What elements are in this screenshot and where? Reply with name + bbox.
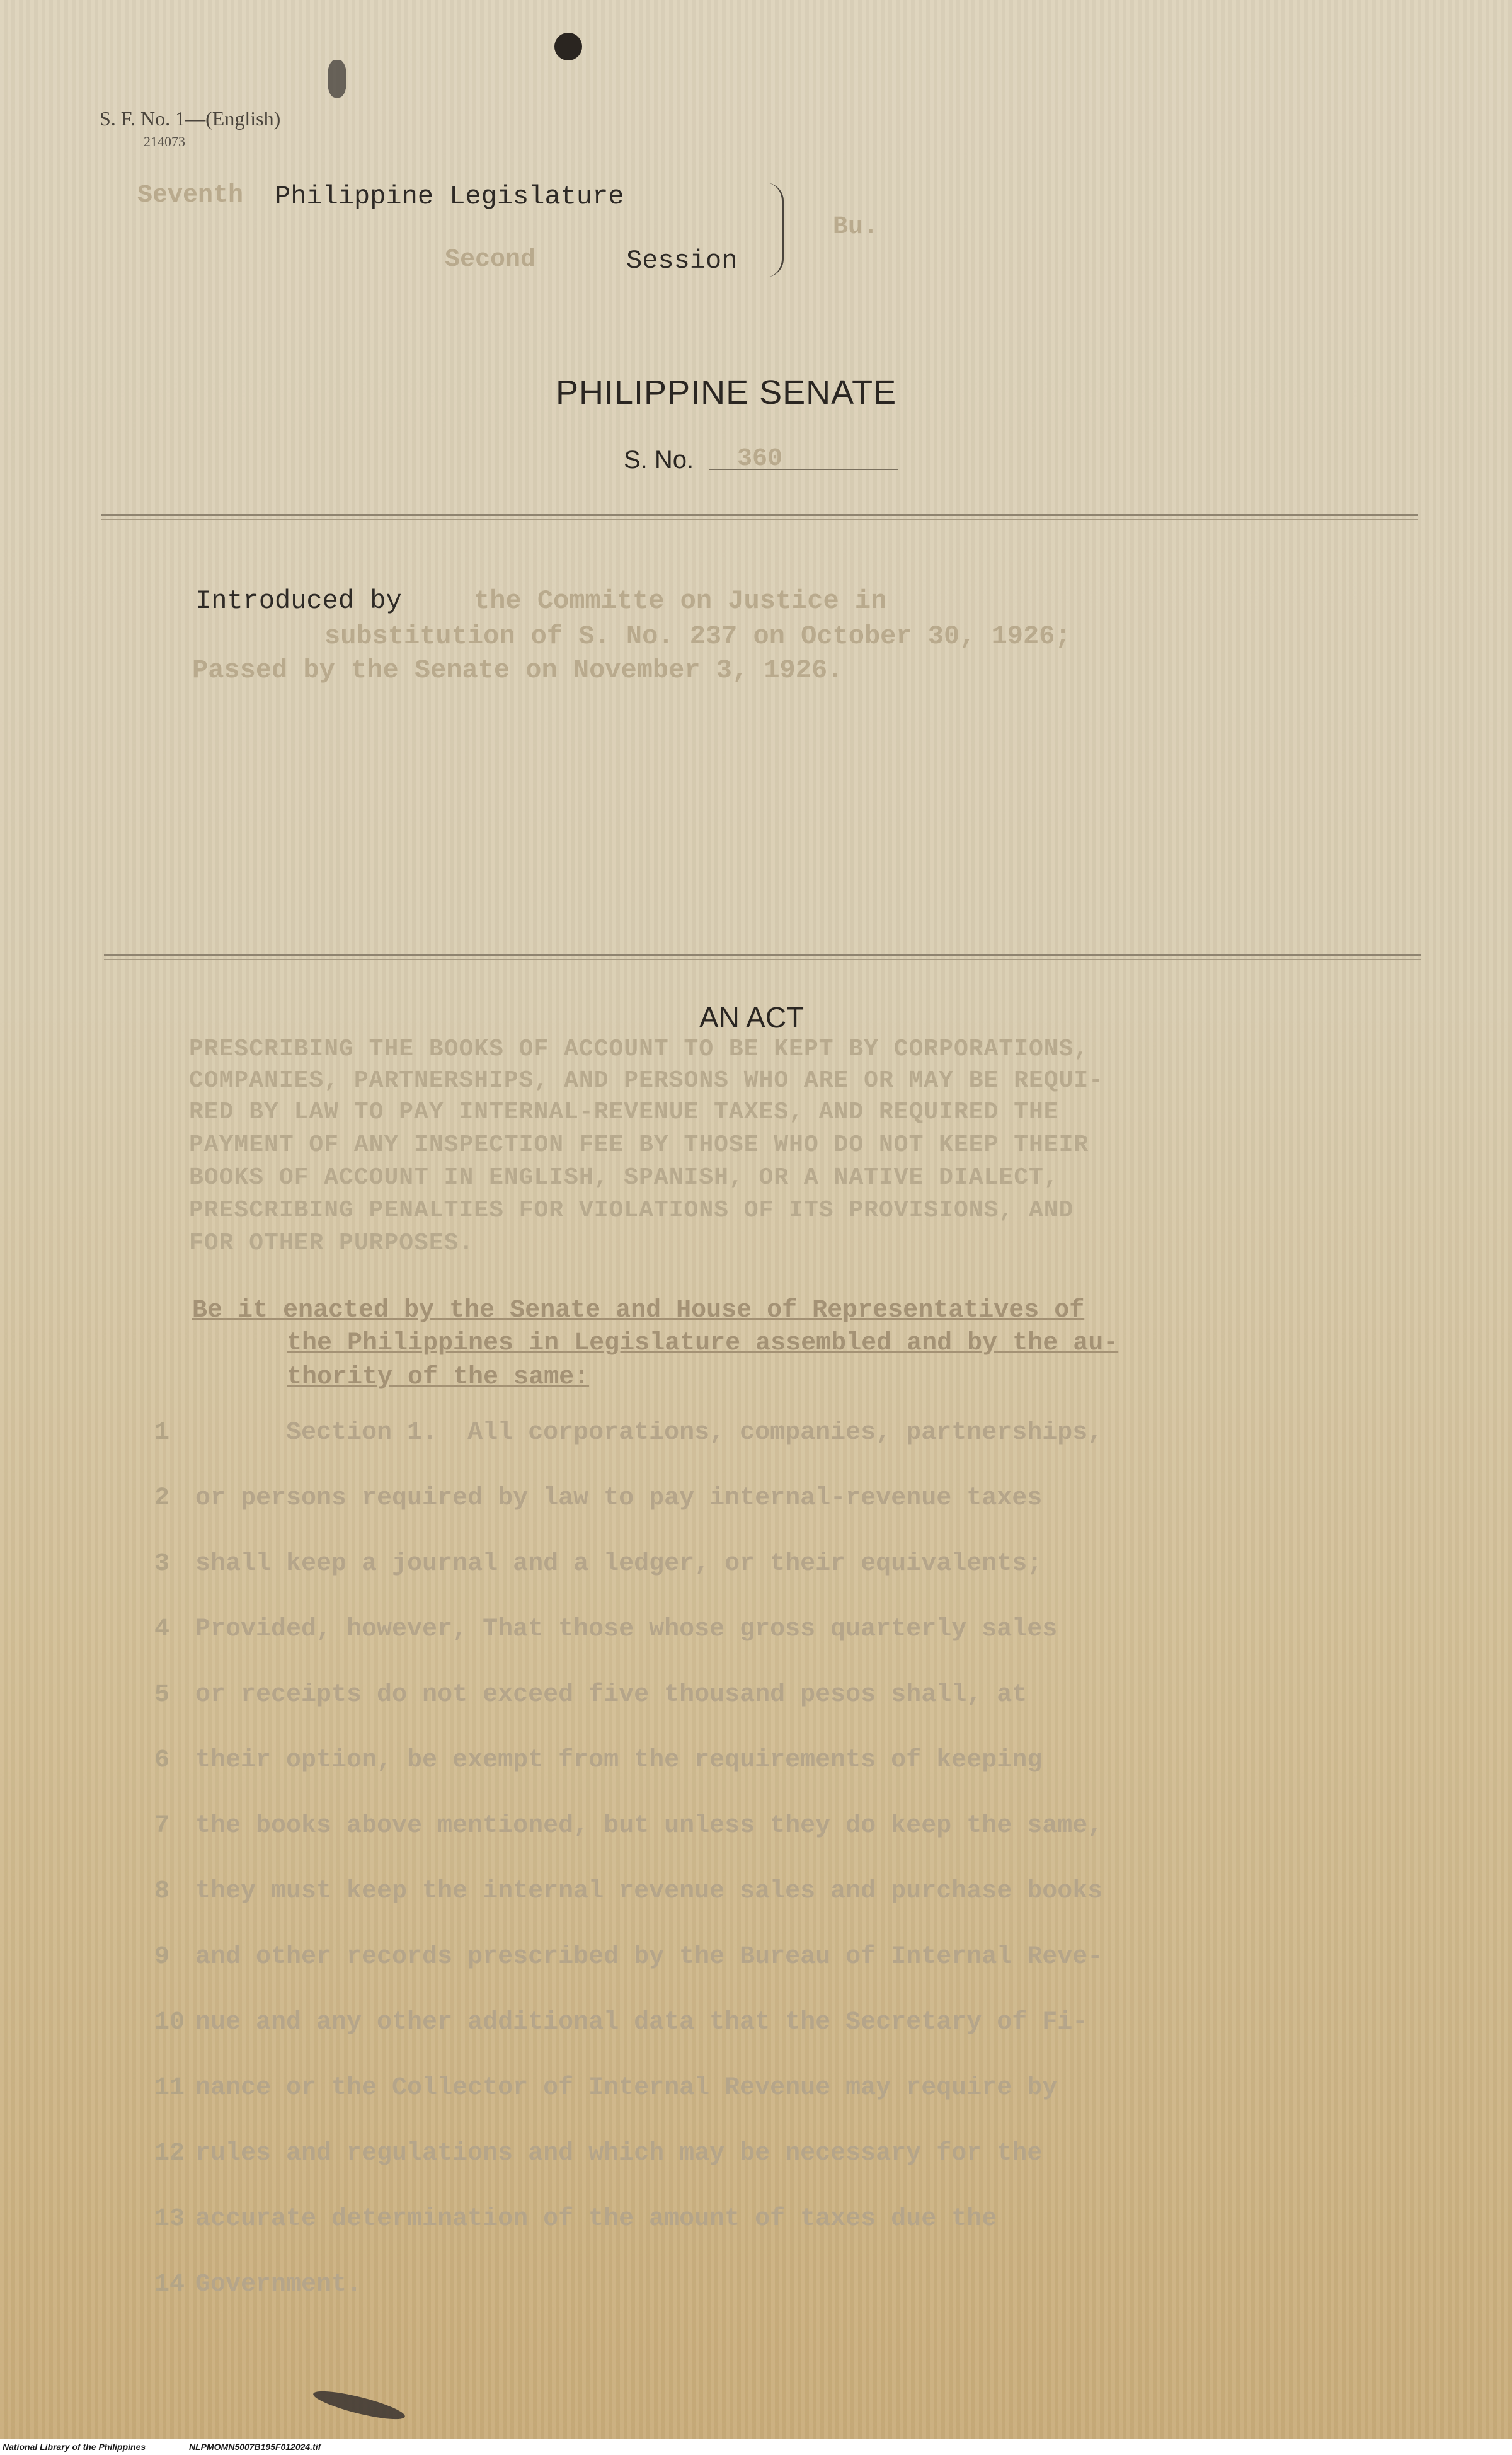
- ink-mark: [328, 60, 346, 98]
- punch-hole-mark: [554, 33, 582, 60]
- divider-top: [101, 514, 1418, 516]
- line-number: 13: [154, 2205, 185, 2233]
- line-number: 1: [154, 1419, 170, 1447]
- body-line: they must keep the internal revenue sales and purchase books: [195, 1877, 1103, 1906]
- body-line: rules and regulations and which may be necessary for the: [195, 2139, 1043, 2168]
- legislature-abbrev: Bu.: [833, 213, 879, 241]
- line-number: 3: [154, 1550, 170, 1578]
- line-number: 6: [154, 1746, 170, 1775]
- bill-number-underline: [709, 469, 898, 470]
- act-title-line: PRESCRIBING THE BOOKS OF ACCOUNT TO BE KEPT BY CORPORATIONS,: [189, 1036, 1089, 1063]
- line-number: 8: [154, 1877, 170, 1906]
- body-line: their option, be exempt from the requirements of keeping: [195, 1746, 1043, 1775]
- divider-mid-2: [104, 959, 1421, 960]
- session-label: Session: [626, 246, 738, 276]
- line-number: 2: [154, 1484, 170, 1513]
- line-number: 14: [154, 2270, 185, 2299]
- divider-top-2: [101, 519, 1418, 520]
- senate-title: PHILIPPINE SENATE: [556, 374, 897, 411]
- body-line: the books above mentioned, but unless they do keep the same,: [195, 1812, 1103, 1840]
- line-number: 4: [154, 1615, 170, 1644]
- line-number: 5: [154, 1681, 170, 1709]
- session-ordinal: Second: [445, 246, 536, 274]
- line-number: 11: [154, 2074, 185, 2102]
- form-code: 214073: [144, 134, 185, 149]
- body-line: and other records prescribed by the Bureau of Internal Reve-: [195, 1943, 1103, 1971]
- session-brace: [765, 183, 784, 277]
- body-line: accurate determination of the amount of taxes due the: [195, 2205, 997, 2233]
- footer-archive: National Library of the Philippines: [3, 2442, 146, 2452]
- act-title-line: FOR OTHER PURPOSES.: [189, 1230, 474, 1257]
- bill-label: S. No.: [624, 446, 694, 474]
- introduced-line2: substitution of S. No. 237 on October 30, 1926;: [324, 621, 1071, 651]
- body-line: nance or the Collector of Internal Revenue may require by: [195, 2074, 1058, 2102]
- introduced-line3: Passed by the Senate on November 3, 1926.: [192, 655, 844, 685]
- line-number: 10: [154, 2008, 185, 2037]
- line-number: 9: [154, 1943, 170, 1971]
- act-heading: AN ACT: [699, 1001, 805, 1034]
- line-number: 12: [154, 2139, 185, 2168]
- enacting-clause-line: thority of the same:: [287, 1363, 590, 1392]
- bill-number: 360: [737, 445, 783, 473]
- form-number: S. F. No. 1—(English): [100, 107, 281, 130]
- body-line: or receipts do not exceed five thousand pesos shall, at: [195, 1681, 1028, 1709]
- act-title-line: PAYMENT OF ANY INSPECTION FEE BY THOSE WHO DO NOT KEEP THEIR: [189, 1131, 1089, 1159]
- enacting-clause-line: the Philippines in Legislature assembled and by the au-: [287, 1329, 1119, 1358]
- body-line: or persons required by law to pay internal-revenue taxes: [195, 1484, 1043, 1513]
- divider-mid: [104, 954, 1421, 956]
- legislature-ordinal: Seventh: [137, 181, 244, 210]
- introduced-line1: the Committe on Justice in: [474, 586, 887, 616]
- enacting-clause-line: Be it enacted by the Senate and House of Representatives of: [192, 1296, 1085, 1325]
- footer-file: NLPMOMN5007B195F012024.tif: [189, 2442, 321, 2452]
- body-line: Government.: [195, 2270, 362, 2299]
- act-title-line: RED BY LAW TO PAY INTERNAL-REVENUE TAXES, AND REQUIRED THE: [189, 1099, 1059, 1126]
- introduced-label: Introduced by: [195, 586, 402, 616]
- legislature-name: Philippine Legislature: [275, 181, 624, 212]
- act-title-line: COMPANIES, PARTNERSHIPS, AND PERSONS WHO ARE OR MAY BE REQUI-: [189, 1067, 1104, 1094]
- body-line: shall keep a journal and a ledger, or their equivalents;: [195, 1550, 1043, 1578]
- line-number: 7: [154, 1812, 170, 1840]
- ink-smudge: [311, 2386, 407, 2425]
- body-line: Section 1. All corporations, companies, partnerships,: [195, 1419, 1103, 1447]
- body-line: Provided, however, That those whose gross quarterly sales: [195, 1615, 1058, 1644]
- body-line: nue and any other additional data that the Secretary of Fi-: [195, 2008, 1088, 2037]
- act-title-line: BOOKS OF ACCOUNT IN ENGLISH, SPANISH, OR A NATIVE DIALECT,: [189, 1164, 1059, 1191]
- act-title-line: PRESCRIBING PENALTIES FOR VIOLATIONS OF ITS PROVISIONS, AND: [189, 1197, 1074, 1224]
